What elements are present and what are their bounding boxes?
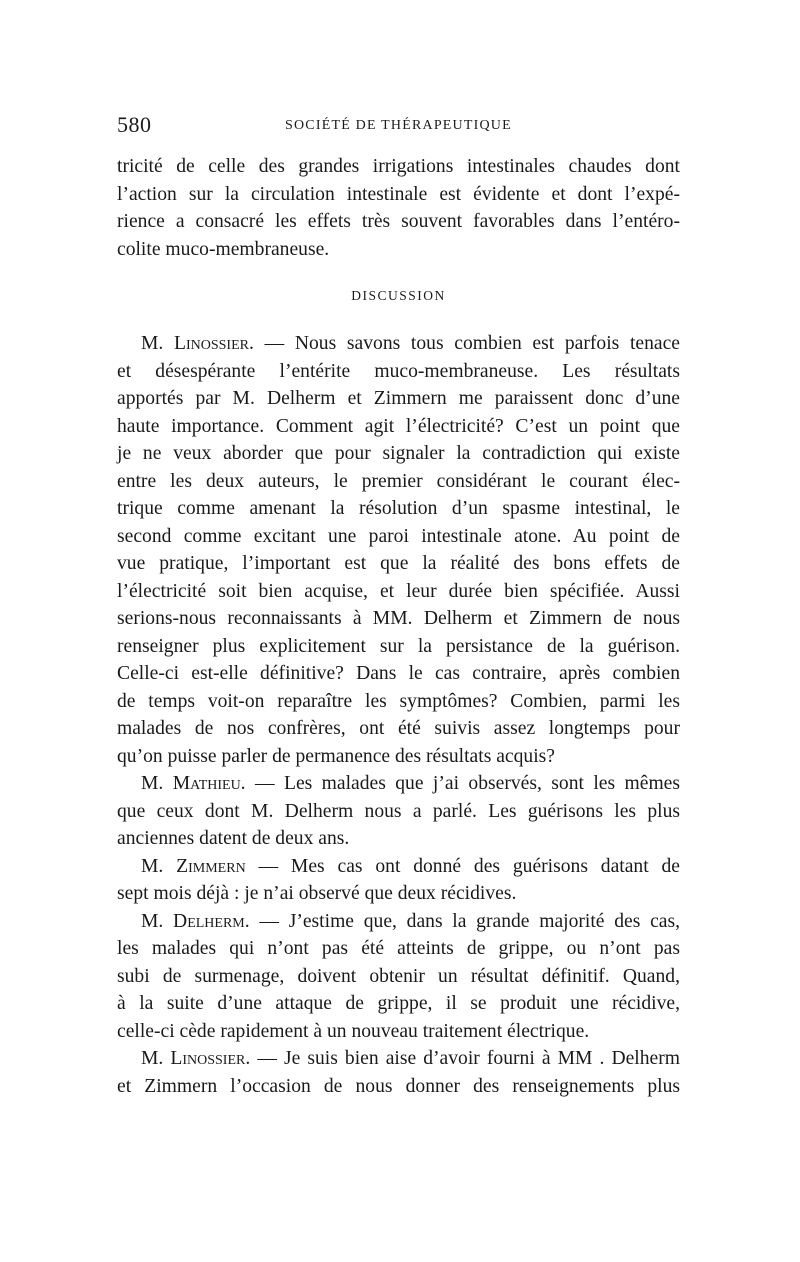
text-line: haute importance. Comment agit l’électricité? C’est un point que [117, 415, 680, 437]
text-line: tricité de celle des grandes irrigations intestinales chaudes dont [117, 156, 680, 177]
speaker-name: M. Delherm. [141, 910, 250, 932]
speech-first-line [117, 770, 680, 798]
text-line: l’électricité soit bien acquise, et leur durée bien spécifiée. Aussi [117, 580, 680, 602]
text-line: que ceux dont M. Delherm nous a parlé. Les guérisons les plus [117, 800, 680, 822]
text-line: serions-nous reconnaissants à MM. Delherm et Zimmern de nous [117, 608, 680, 629]
speech-first-line [117, 330, 680, 358]
text-line: qu’on puisse parler de permanence des résultats acquis? [117, 745, 555, 767]
text-line: entre les deux auteurs, le premier considérant le courant élec- [117, 470, 680, 492]
text-line: et désespérante l’entérite muco-membraneuse. Les résultats [117, 360, 680, 382]
speaker-name: M. Mathieu. [141, 773, 246, 794]
speech-first-line [117, 1045, 680, 1073]
page-header [117, 112, 680, 142]
text-line: Celle-ci est-elle définitive? Dans le cas contraire, après combien [117, 663, 680, 684]
speaker-name: M. Linossier. [141, 1048, 251, 1069]
text-line: je ne veux aborder que pour signaler la contradiction qui existe [117, 443, 680, 464]
text-line: l’action sur la circulation intestinale est évidente et dont l’expé- [117, 183, 680, 205]
speech-text: — Mes cas ont donné des guérisons datant de [245, 855, 680, 877]
intro-paragraph [117, 153, 680, 263]
text-line: vue pratique, l’important est que la réalité des bons effets de [117, 553, 680, 574]
speech-first-line [117, 853, 680, 881]
section-heading-discussion: DISCUSSION [351, 288, 446, 303]
text-line: celle-ci cède rapidement à un nouveau traitement électrique. [117, 1020, 590, 1042]
text-line: rience a consacré les effets très souvent favorables dans l’entéro- [117, 211, 680, 232]
text-line: apportés par M. Delherm et Zimmern me paraissent donc d’une [117, 388, 680, 409]
speaker-name: M. Zimmern [141, 855, 246, 877]
text-line: sept mois déjà : je n’ai observé que deux récidives. [117, 883, 517, 904]
text-line: second comme excitant une paroi intestinale atone. Au point de [117, 525, 680, 547]
speech-text: — Nous savons tous combien est parfois tenace [253, 333, 681, 354]
text-line: renseigner plus explicitement sur la persistance de la guérison. [117, 635, 680, 657]
text-line: de temps voit-on reparaître les symptômes? Combien, parmi les [117, 690, 680, 712]
speech-text: — Les malades que j’ai observés, sont les mêmes [245, 773, 681, 794]
text-line: malades de nos confrères, ont été suivis assez longtemps pour [117, 718, 680, 739]
text-line: à la suite d’une attaque de grippe, il se produit une récidive, [117, 993, 680, 1014]
speech-text: — Je suis bien aise d’avoir fourni à MM . Delherm [250, 1048, 680, 1069]
text-line: trique comme amenant la résolution d’un spasme intestinal, le [117, 498, 680, 519]
speech-text: — J’estime que, dans la grande majorité des cas, [249, 910, 680, 932]
text-line: colite muco-membraneuse. [117, 238, 330, 260]
text-line: les malades qui n’ont pas été atteints de grippe, ou n’ont pas [117, 938, 680, 959]
speaker-name: M. Linossier. [141, 333, 254, 354]
text-line: et Zimmern l’occasion de nous donner des renseignements plus [117, 1075, 680, 1097]
text-line: subi de surmenage, doivent obtenir un résultat définitif. Quand, [117, 965, 680, 987]
speech-first-line [117, 908, 680, 936]
text-line: anciennes datent de deux ans. [117, 828, 350, 849]
discussion-body [117, 330, 680, 1100]
running-title: SOCIÉTÉ DE THÉRAPEUTIQUE [285, 118, 512, 133]
page-number: 580 [117, 112, 152, 137]
